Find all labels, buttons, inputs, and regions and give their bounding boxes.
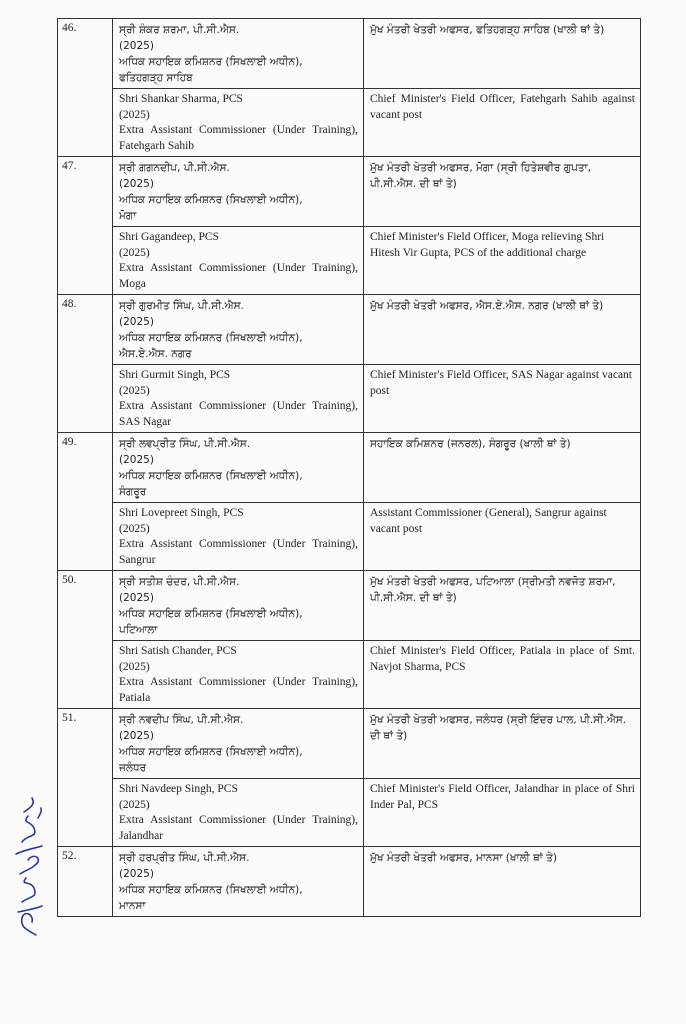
table-row-51-punjabi [58,709,641,779]
new-posting-punjabi: ਮੁੱਖ ਮੰਤਰੀ ਖੇਤਰੀ ਅਫਸਰ, ਐਸ.ਏ.ਐਸ. ਨਗਰ (ਖਾਲੀ ਥਾਂ ਤੇ) [364,295,641,365]
new-posting-english: Chief Minister's Field Officer, Fatehgarh Sahib against vacant post [364,89,641,157]
location-line: ਫਤਿਹਗੜ੍ਹ ਸਾਹਿਬ [119,72,193,84]
name-line: ਸ੍ਰੀ ਸਤੀਸ਼ ਚੰਦਰ, ਪੀ.ਸੀ.ਐਸ. [119,576,240,588]
batch-year: (2025) [119,40,154,52]
new-posting-english: Chief Minister's Field Officer, Moga relieving Shri Hitesh Vir Gupta, PCS of the additional charge [364,227,641,295]
name-line: Shri Navdeep Singh, PCS [119,783,238,795]
posting-orders-table [57,18,641,917]
officer-name-english [113,779,364,847]
officer-name-english [113,365,364,433]
designation-line: Extra Assistant Commissioner (Under Training), Moga [119,262,358,290]
signature-scribble-icon [8,790,48,940]
location-line: ਐਸ.ਏ.ਐਸ. ਨਗਰ [119,348,192,360]
officer-name-punjabi [113,295,364,365]
name-line: Shri Shankar Sharma, PCS [119,93,243,105]
name-line: ਸ੍ਰੀ ਗੁਰਮੀਤ ਸਿੰਘ, ਪੀ.ਸੀ.ਐਸ. [119,300,244,312]
batch-year: (2025) [119,730,154,742]
name-line: ਸ੍ਰੀ ਹਰਪ੍ਰੀਤ ਸਿੰਘ, ਪੀ.ਸੀ.ਐਸ. [119,852,250,864]
serial-number: 47. [58,157,113,295]
batch-year: (2025) [119,246,150,259]
batch-year: (2025) [119,316,154,328]
table-row-50-punjabi [58,571,641,641]
new-posting-punjabi: ਮੁੱਖ ਮੰਤਰੀ ਖੇਤਰੀ ਅਫਸਰ, ਫਤਿਹਗੜ੍ਹ ਸਾਹਿਬ (ਖਾਲੀ ਥਾਂ ਤੇ) [364,19,641,89]
designation-line: ਅਧਿਕ ਸਹਾਇਕ ਕਮਿਸ਼ਨਰ (ਸਿਖਲਾਈ ਅਧੀਨ), [119,194,303,206]
name-line: Shri Gurmit Singh, PCS [119,369,231,381]
officer-name-english [113,227,364,295]
officer-name-punjabi [113,571,364,641]
officer-name-english [113,89,364,157]
batch-year: (2025) [119,108,150,121]
designation-line: ਅਧਿਕ ਸਹਾਇਕ ਕਮਿਸ਼ਨਰ (ਸਿਖਲਾਈ ਅਧੀਨ), [119,884,303,896]
officer-name-punjabi [113,157,364,227]
batch-year: (2025) [119,522,150,535]
batch-year: (2025) [119,384,150,397]
serial-number: 49. [58,433,113,571]
table-row-48-english [58,365,641,433]
designation-line: Extra Assistant Commissioner (Under Training), Patiala [119,676,358,704]
officer-name-english [113,503,364,571]
table-row-49-punjabi [58,433,641,503]
new-posting-english: Chief Minister's Field Officer, Jalandhar in place of Shri Inder Pal, PCS [364,779,641,847]
table-row-47-english [58,227,641,295]
handwritten-signature [8,790,48,940]
name-line: ਸ੍ਰੀ ਲਵਪ੍ਰੀਤ ਸਿੰਘ, ਪੀ.ਸੀ.ਐਸ. [119,438,251,450]
name-line: ਸ੍ਰੀ ਗਗਨਦੀਪ, ਪੀ.ਸੀ.ਐਸ. [119,162,230,174]
table-row-47-punjabi [58,157,641,227]
table-row-46-punjabi [58,19,641,89]
table-row-52-punjabi [58,847,641,917]
table-row-46-english [58,89,641,157]
officer-name-punjabi [113,847,364,917]
batch-year: (2025) [119,868,154,880]
table-row-48-punjabi [58,295,641,365]
location-line: ਮੋਗਾ [119,210,137,222]
location-line: ਪਟਿਆਲਾ [119,624,158,636]
batch-year: (2025) [119,660,150,673]
designation-line: Extra Assistant Commissioner (Under Training), Fatehgarh Sahib [119,124,358,152]
designation-line: ਅਧਿਕ ਸਹਾਇਕ ਕਮਿਸ਼ਨਰ (ਸਿਖਲਾਈ ਅਧੀਨ), [119,608,303,620]
designation-line: Extra Assistant Commissioner (Under Training), Jalandhar [119,814,358,842]
new-posting-punjabi: ਮੁੱਖ ਮੰਤਰੀ ਖੇਤਰੀ ਅਫਸਰ, ਮੋਗਾ (ਸ੍ਰੀ ਹਿਤੇਸ਼ਵੀਰ ਗੁਪਤਾ, ਪੀ.ਸੀ.ਐਸ. ਦੀ ਥਾਂ ਤੇ) [364,157,641,227]
name-line: Shri Satish Chander, PCS [119,645,237,657]
batch-year: (2025) [119,454,154,466]
officer-name-english [113,641,364,709]
name-line: Shri Gagandeep, PCS [119,231,219,243]
name-line: Shri Lovepreet Singh, PCS [119,507,244,519]
new-posting-punjabi: ਮੁੱਖ ਮੰਤਰੀ ਖੇਤਰੀ ਅਫਸਰ, ਪਟਿਆਲਾ (ਸ੍ਰੀਮਤੀ ਨਵਜੋਤ ਸ਼ਰਮਾ, ਪੀ.ਸੀ.ਐਸ. ਦੀ ਥਾਂ ਤੇ) [364,571,641,641]
table-row-49-english [58,503,641,571]
designation-line: ਅਧਿਕ ਸਹਾਇਕ ਕਮਿਸ਼ਨਰ (ਸਿਖਲਾਈ ਅਧੀਨ), [119,746,303,758]
serial-number: 50. [58,571,113,709]
table-row-50-english [58,641,641,709]
new-posting-english: Chief Minister's Field Officer, SAS Nagar against vacant post [364,365,641,433]
new-posting-punjabi: ਮੁੱਖ ਮੰਤਰੀ ਖੇਤਰੀ ਅਫਸਰ, ਮਾਨਸਾ (ਖਾਲੀ ਥਾਂ ਤੇ) [364,847,641,917]
designation-line: Extra Assistant Commissioner (Under Training), Sangrur [119,538,358,566]
new-posting-punjabi: ਮੁੱਖ ਮੰਤਰੀ ਖੇਤਰੀ ਅਫਸਰ, ਜਲੰਧਰ (ਸ੍ਰੀ ਇੰਦਰ ਪਾਲ, ਪੀ.ਸੀ.ਐਸ. ਦੀ ਥਾਂ ਤੇ) [364,709,641,779]
batch-year: (2025) [119,178,154,190]
designation-line: ਅਧਿਕ ਸਹਾਇਕ ਕਮਿਸ਼ਨਰ (ਸਿਖਲਾਈ ਅਧੀਨ), [119,470,303,482]
serial-number: 46. [58,19,113,157]
name-line: ਸ੍ਰੀ ਨਵਦੀਪ ਸਿੰਘ, ਪੀ.ਸੀ.ਐਸ. [119,714,244,726]
officer-name-punjabi [113,709,364,779]
serial-number: 52. [58,847,113,917]
table-row-51-english [58,779,641,847]
location-line: ਜਲੰਧਰ [119,762,147,774]
officer-name-punjabi [113,433,364,503]
location-line: ਮਾਨਸਾ [119,900,146,912]
officer-name-punjabi [113,19,364,89]
batch-year: (2025) [119,592,154,604]
table-body [58,19,641,917]
new-posting-punjabi: ਸਹਾਇਕ ਕਮਿਸ਼ਨਰ (ਜਨਰਲ), ਸੰਗਰੂਰ (ਖਾਲੀ ਥਾਂ ਤੇ) [364,433,641,503]
serial-number: 51. [58,709,113,847]
designation-line: Extra Assistant Commissioner (Under Training), SAS Nagar [119,400,358,428]
name-line: ਸ੍ਰੀ ਸ਼ੰਕਰ ਸ਼ਰਮਾ, ਪੀ.ਸੀ.ਐਸ. [119,24,240,36]
designation-line: ਅਧਿਕ ਸਹਾਇਕ ਕਮਿਸ਼ਨਰ (ਸਿਖਲਾਈ ਅਧੀਨ), [119,332,303,344]
batch-year: (2025) [119,798,150,811]
new-posting-english: Chief Minister's Field Officer, Patiala in place of Smt. Navjot Sharma, PCS [364,641,641,709]
serial-number: 48. [58,295,113,433]
designation-line: ਅਧਿਕ ਸਹਾਇਕ ਕਮਿਸ਼ਨਰ (ਸਿਖਲਾਈ ਅਧੀਨ), [119,56,303,68]
location-line: ਸੰਗਰੂਰ [119,486,147,498]
new-posting-english: Assistant Commissioner (General), Sangrur against vacant post [364,503,641,571]
